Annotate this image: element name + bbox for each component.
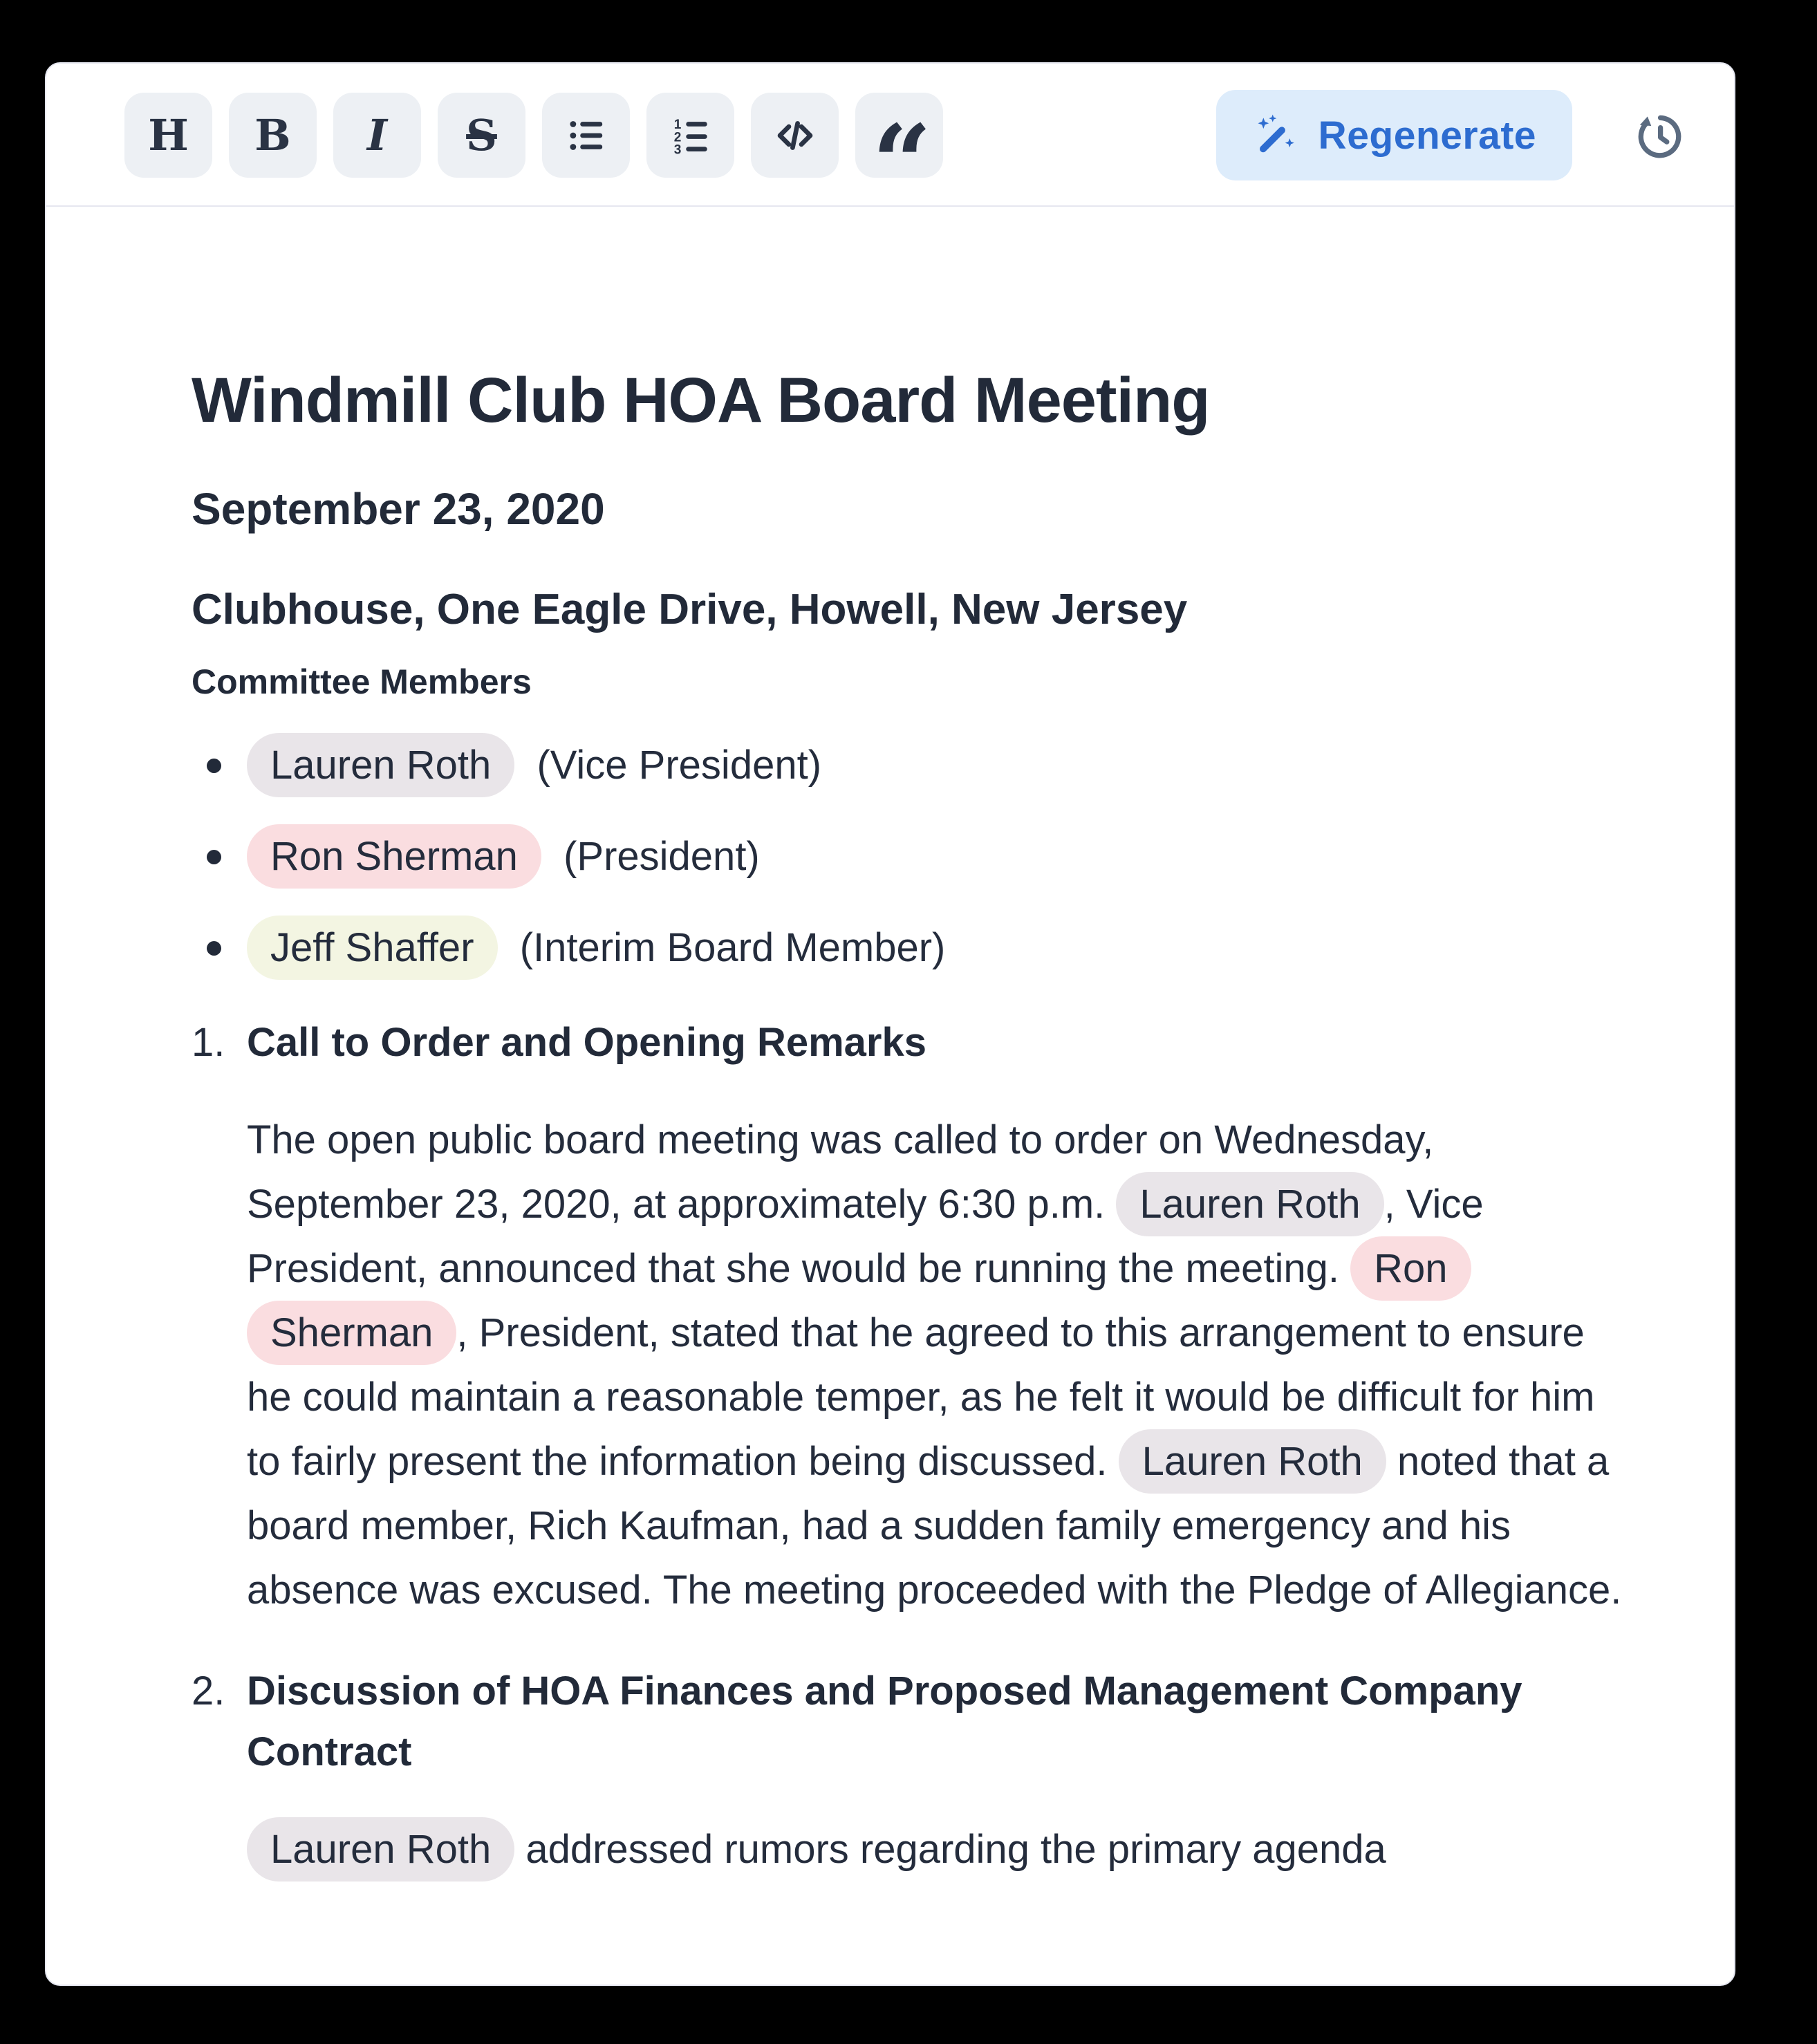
agenda-item bbox=[192, 1661, 1637, 1920]
regenerate-button[interactable] bbox=[1216, 90, 1572, 180]
magic-wand-icon bbox=[1252, 111, 1301, 160]
svg-text:3: 3 bbox=[673, 142, 681, 157]
italic-button[interactable] bbox=[333, 93, 421, 178]
regenerate-label: Regenerate bbox=[1318, 113, 1536, 158]
strikethrough-icon: S bbox=[466, 109, 497, 160]
strikethrough-button[interactable] bbox=[438, 93, 525, 178]
agenda-item bbox=[192, 1012, 1637, 1661]
agenda-list bbox=[192, 1012, 1637, 1920]
member-role: (Interim Board Member) bbox=[497, 925, 946, 970]
paragraph-text: , Vice President, announced that she would be running the meeting. bbox=[247, 1181, 1484, 1291]
doc-members-heading: Committee Members bbox=[192, 662, 532, 701]
bullet-list-button[interactable] bbox=[542, 93, 630, 178]
name-highlight[interactable]: Lauren Roth bbox=[247, 1817, 514, 1882]
svg-text:1: 1 bbox=[673, 117, 681, 132]
heading-button[interactable] bbox=[124, 93, 212, 178]
member-item bbox=[192, 913, 1637, 983]
paragraph-text: addressed rumors regarding the primary agenda bbox=[514, 1826, 1386, 1872]
history-button[interactable] bbox=[1633, 109, 1686, 162]
member-name-highlight[interactable]: Jeff Shaffer bbox=[247, 916, 498, 980]
italic-icon: I bbox=[366, 109, 387, 160]
member-role: (President) bbox=[541, 833, 760, 879]
name-highlight[interactable]: Lauren Roth bbox=[1119, 1429, 1386, 1494]
agenda-item-heading: Call to Order and Opening Remarks bbox=[247, 1019, 926, 1065]
members-list bbox=[192, 730, 1637, 983]
paragraph-text: noted that a board member, Rich Kaufman, had a sudden family emergency and his absence was excused. The meeting proceeded with the Pledge of Allegiance. bbox=[247, 1438, 1622, 1613]
agenda-item-content bbox=[247, 1661, 1637, 1920]
doc-title: Windmill Club HOA Board Meeting bbox=[192, 365, 1210, 436]
agenda-item-number: 2. bbox=[192, 1668, 225, 1713]
document-editor[interactable] bbox=[46, 207, 1734, 1920]
member-item bbox=[192, 730, 1637, 801]
doc-date-heading: September 23, 2020 bbox=[192, 484, 605, 535]
bullet-list-icon bbox=[565, 114, 608, 157]
agenda-item-paragraph bbox=[247, 1817, 1637, 1882]
editor-toolbar bbox=[46, 64, 1734, 224]
ordered-list-button[interactable] bbox=[646, 93, 734, 178]
history-icon bbox=[1633, 109, 1686, 162]
member-name-highlight[interactable]: Ron Sherman bbox=[247, 824, 541, 889]
code-icon bbox=[774, 114, 817, 157]
editor-card bbox=[45, 62, 1735, 1986]
bold-icon: B bbox=[254, 109, 291, 160]
agenda-item-content bbox=[247, 1012, 1637, 1661]
heading-icon: H bbox=[148, 109, 189, 160]
agenda-item-heading: Discussion of HOA Finances and Proposed Management Company Contract bbox=[247, 1668, 1522, 1774]
member-name-highlight[interactable]: Lauren Roth bbox=[247, 733, 514, 797]
code-button[interactable] bbox=[751, 93, 839, 178]
bold-button[interactable] bbox=[229, 93, 317, 178]
name-highlight[interactable]: Lauren Roth bbox=[1116, 1172, 1383, 1236]
name-highlight[interactable]: Ron Sherman bbox=[247, 1236, 1471, 1365]
member-role: (Vice President) bbox=[514, 742, 822, 788]
agenda-item-paragraph bbox=[247, 1108, 1637, 1622]
doc-location-heading: Clubhouse, One Eagle Drive, Howell, New Jersey bbox=[192, 586, 1188, 634]
agenda-item-number: 1. bbox=[192, 1019, 225, 1065]
svg-text:2: 2 bbox=[673, 129, 681, 145]
paragraph-text: The open public board meeting was called to order on Wednesday, September 23, 2020, at approximately 6:30 p.m. bbox=[247, 1117, 1434, 1227]
ordered-list-icon bbox=[669, 114, 712, 157]
blockquote-button[interactable]: “ bbox=[855, 93, 943, 178]
paragraph-text: , President, stated that he agreed to this arrangement to ensure he could maintain a reasonable temper, as he felt it would be difficult for him to fairly present the information being discussed. bbox=[247, 1310, 1595, 1484]
member-item bbox=[192, 821, 1637, 892]
